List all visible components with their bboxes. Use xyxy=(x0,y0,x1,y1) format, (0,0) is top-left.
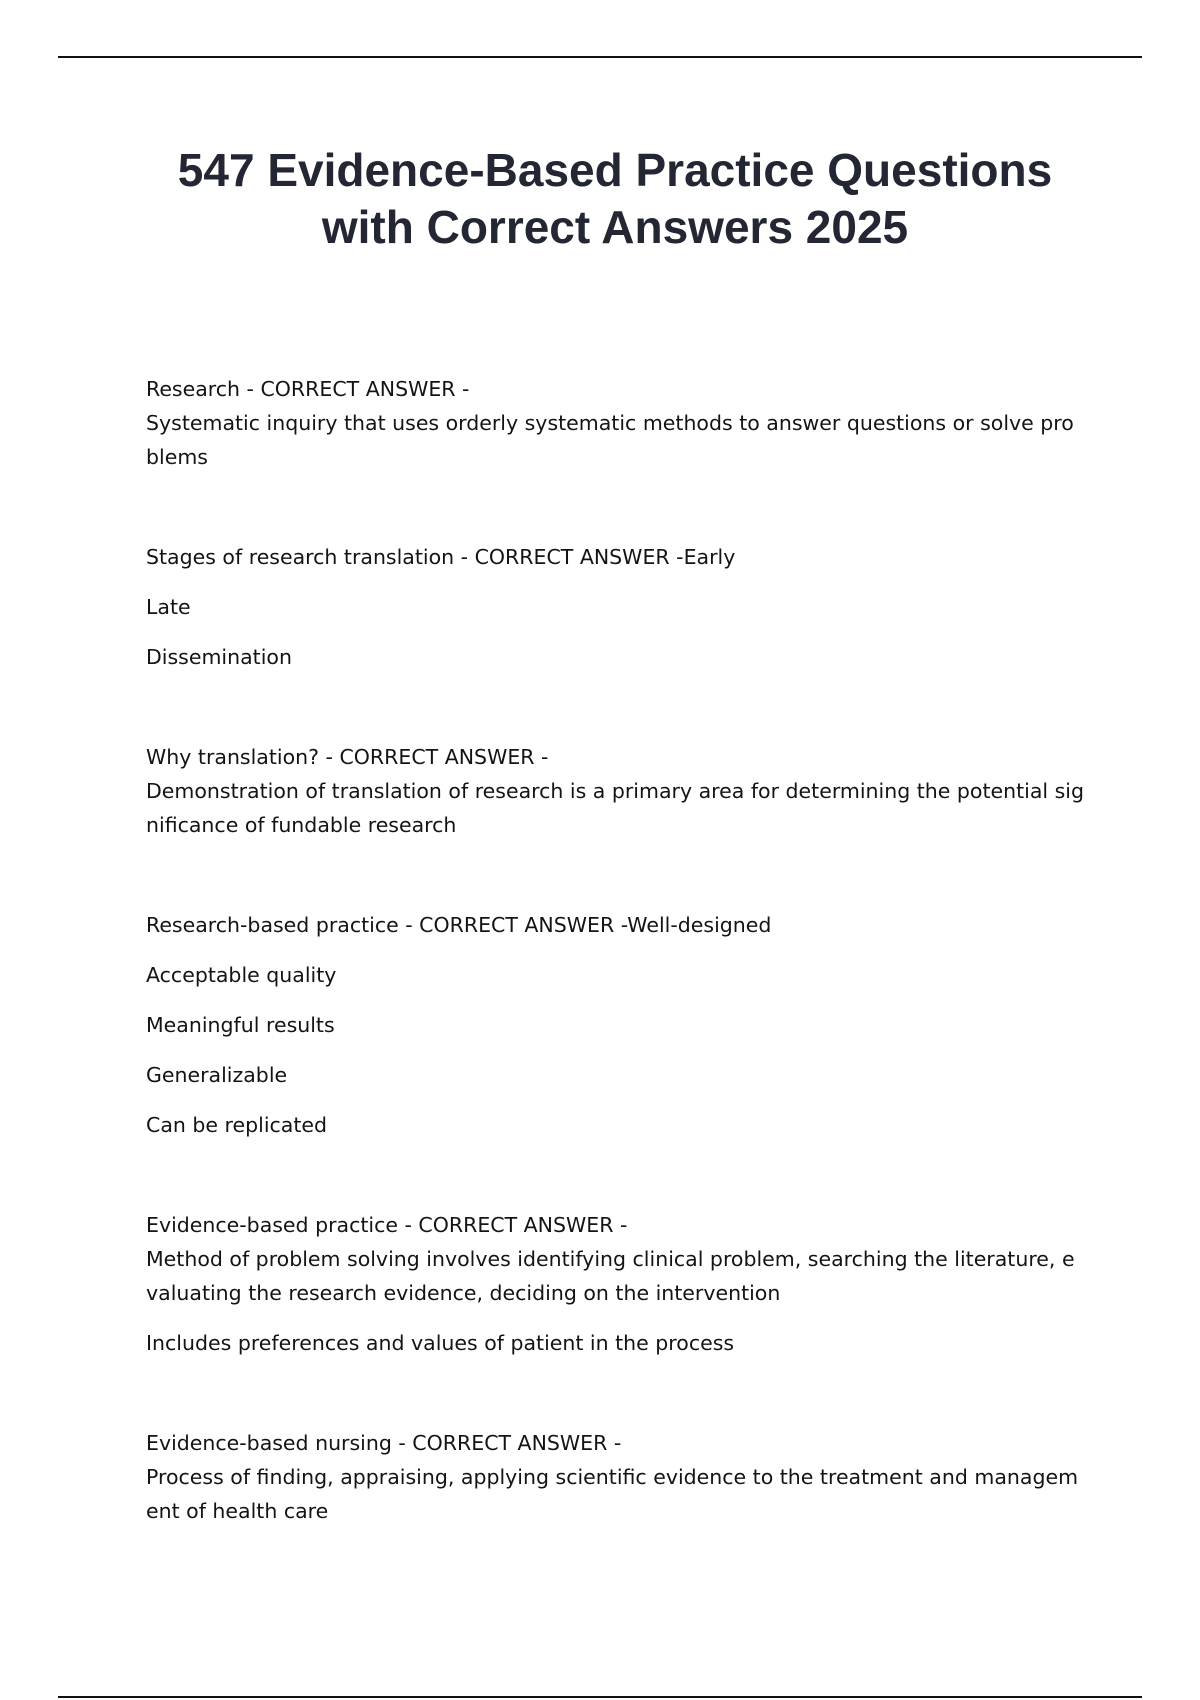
qa-list xyxy=(146,372,1086,1528)
definition-text: Demonstration of translation of research is a primary area for determining the potential significance of fundable research xyxy=(146,779,1085,837)
title-line-2: with Correct Answers 2025 xyxy=(321,201,909,253)
question-text: Evidence-based nursing - CORRECT ANSWER - xyxy=(146,1431,622,1455)
definition-text: Systematic inquiry that uses orderly systematic methods to answer questions or solve problems xyxy=(146,411,1074,469)
answer-item: Can be replicated xyxy=(146,1113,328,1137)
answer-item: Dissemination xyxy=(146,645,292,669)
question-text: Why translation? - CORRECT ANSWER - xyxy=(146,745,549,769)
title-line-1: 547 Evidence-Based Practice Questions xyxy=(177,144,1053,196)
answer-item: Includes preferences and values of patient in the process xyxy=(146,1331,735,1355)
question-text: Stages of research translation - CORRECT ANSWER -Early xyxy=(146,545,736,569)
answer-item: Late xyxy=(146,595,191,619)
definition-text: Process of finding, appraising, applying scientific evidence to the treatment and management of health care xyxy=(146,1465,1079,1523)
footer-rule xyxy=(58,1696,1142,1698)
qa-entry-evidence-based-nursing xyxy=(146,1426,1086,1528)
header-rule xyxy=(58,56,1142,58)
qa-entry-evidence-based-practice xyxy=(146,1208,1086,1360)
question-text: Evidence-based practice - CORRECT ANSWER - xyxy=(146,1213,628,1237)
definition-text: Method of problem solving involves identifying clinical problem, searching the literature, evaluating the research evidence, deciding on the intervention xyxy=(146,1247,1075,1305)
qa-entry-why-translation xyxy=(146,740,1086,842)
answer-item: Generalizable xyxy=(146,1063,288,1087)
question-text: Research-based practice - CORRECT ANSWER -Well-designed xyxy=(146,913,772,937)
qa-entry-research-based-practice xyxy=(146,908,1086,1142)
answer-item: Meaningful results xyxy=(146,1013,335,1037)
answer-item: Acceptable quality xyxy=(146,963,337,987)
qa-entry-stages-of-research-translation xyxy=(146,540,1086,674)
page-title xyxy=(100,142,1130,256)
qa-entry-research xyxy=(146,372,1086,474)
question-text: Research - CORRECT ANSWER - xyxy=(146,377,470,401)
